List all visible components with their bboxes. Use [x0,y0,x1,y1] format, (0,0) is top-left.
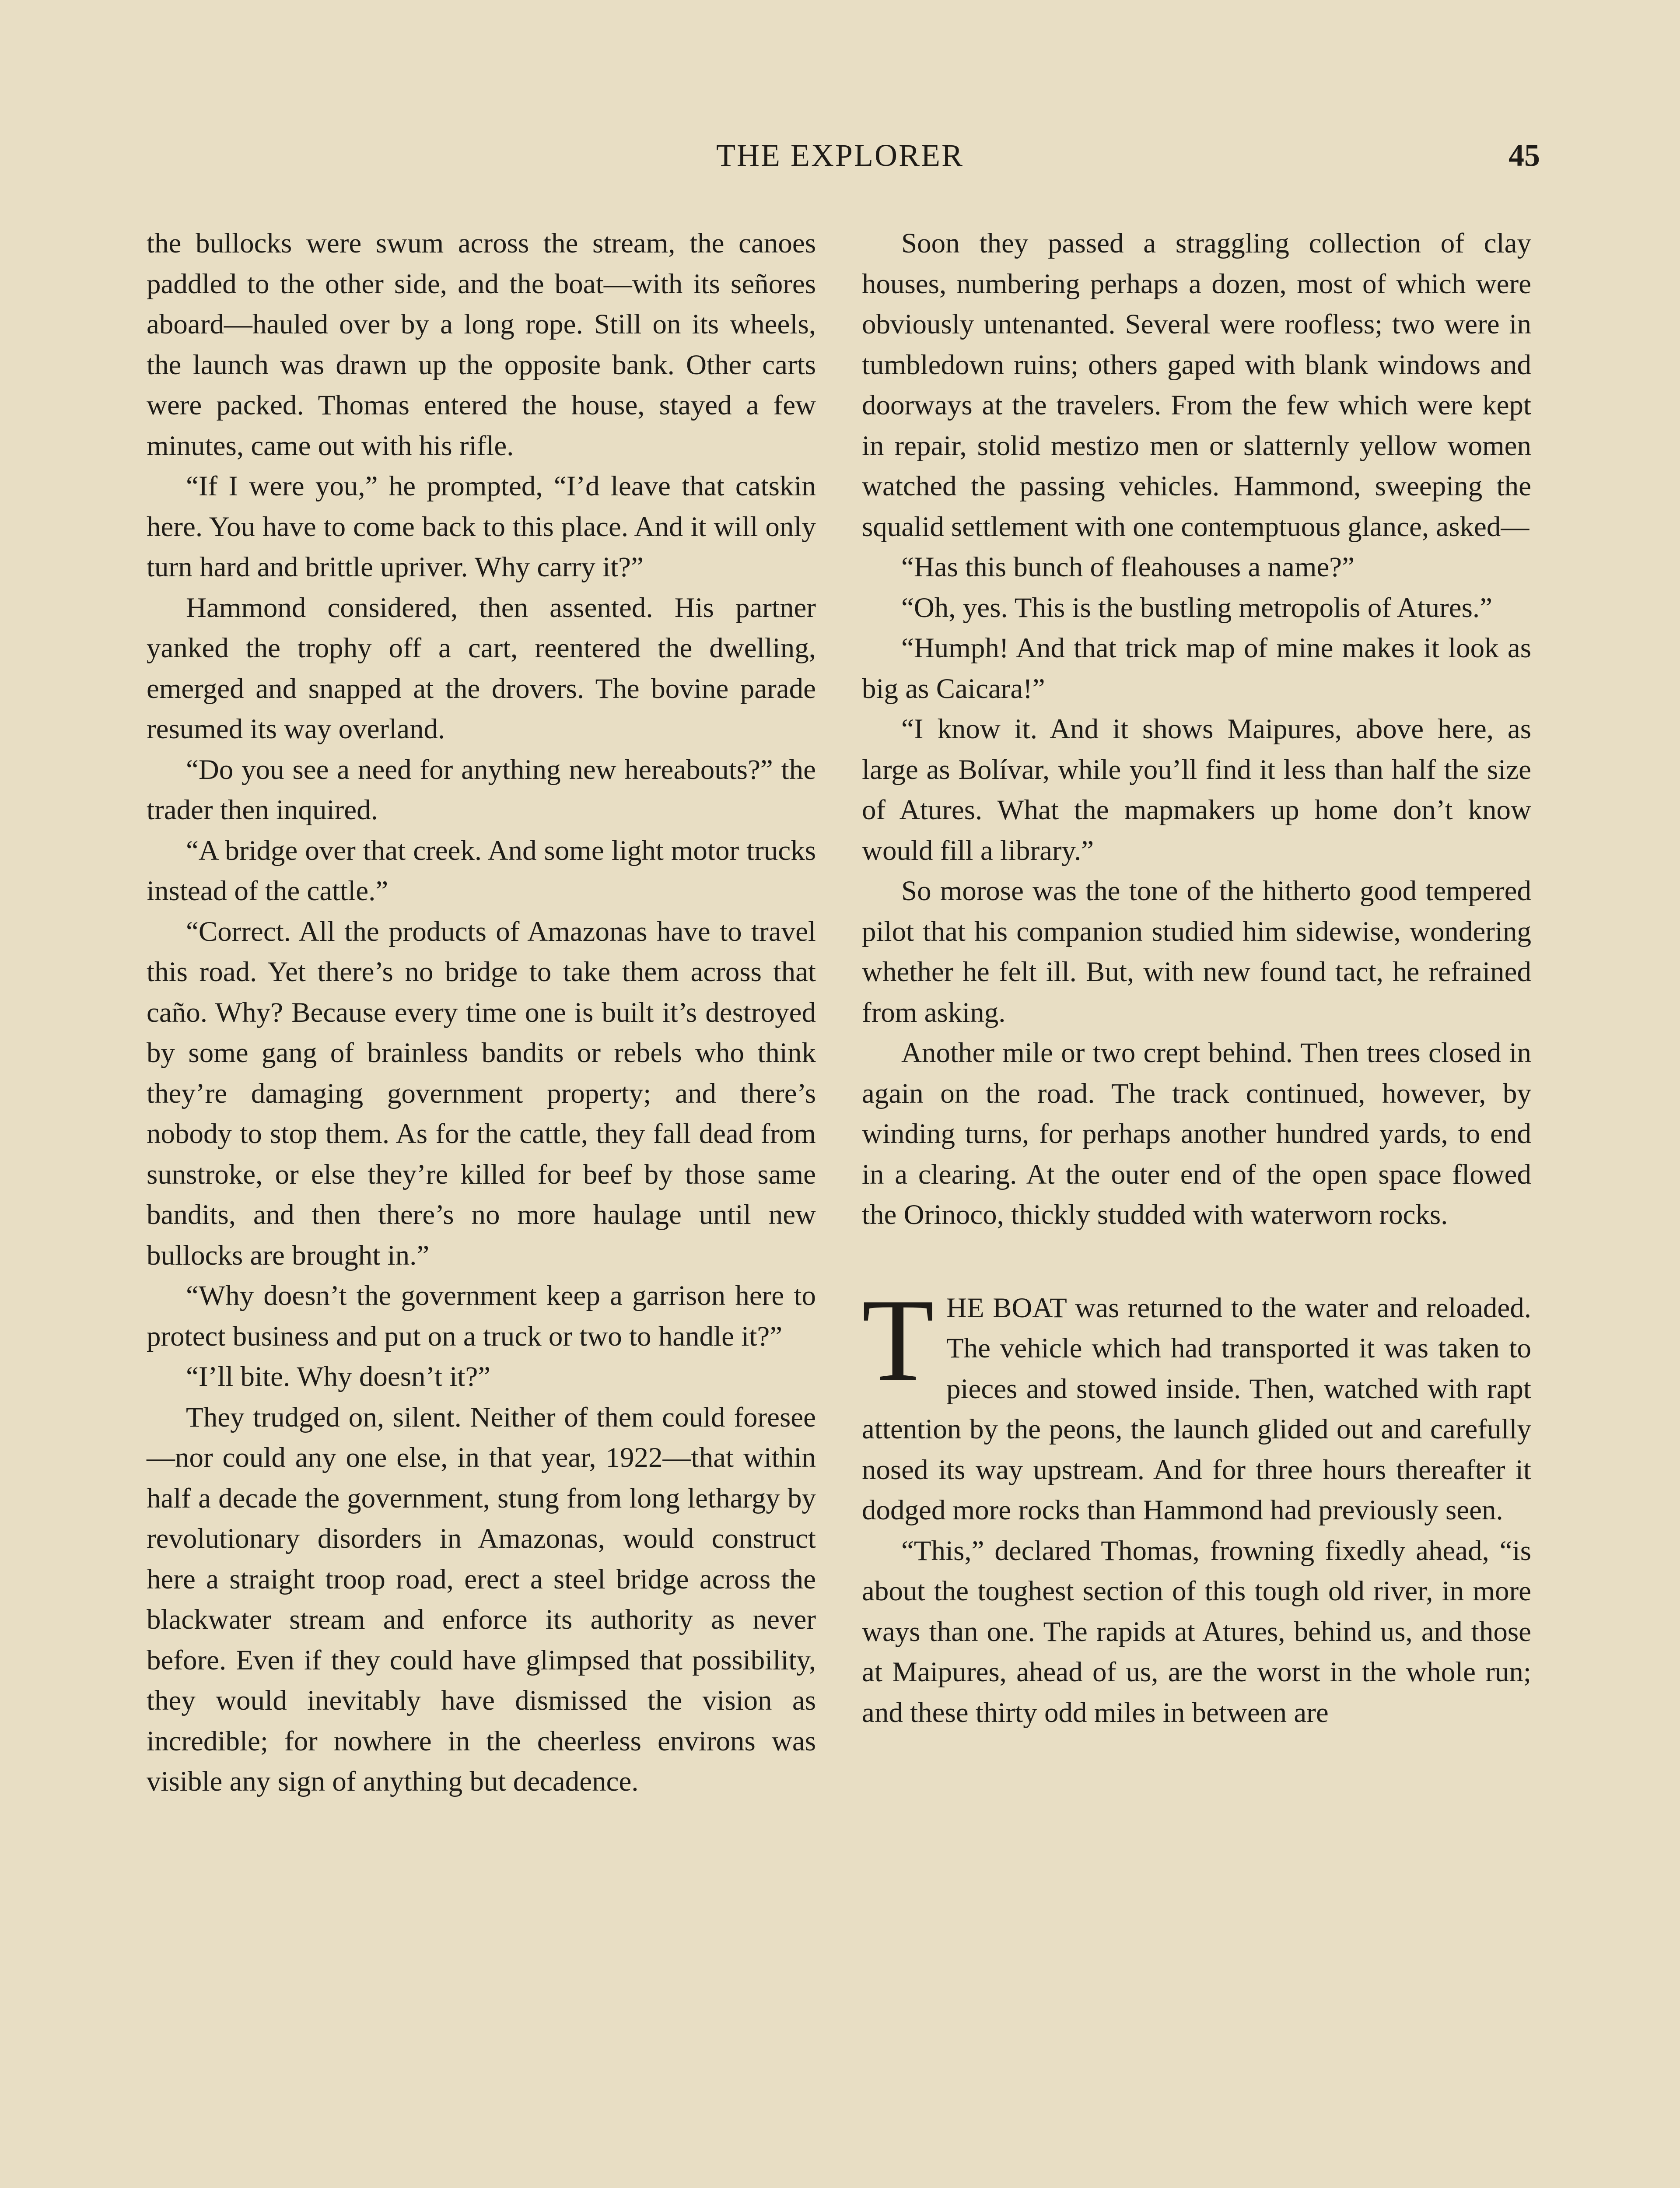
paragraph: Another mile or two crept behind. Then trees closed in again on the road. The track continued, however, by winding turns, for perhaps another hundred yards, to end in a clearing. At the outer end of the open space flowed the Orinoco, thickly studded with waterworn rocks. [862,1037,1531,1231]
section-start-caps: HE BOAT [946,1292,1067,1324]
paragraph: Hammond considered, then assented. His partner yanked the trophy off a cart, reentered the dwelling, emerged and snapped at the drovers. The bovine parade resumed its way overland. [147,592,816,745]
paragraph: “Has this bunch of fleahouses a name?” [901,551,1355,583]
paragraph: “A bridge over that creek. And some light motor trucks instead of the cattle.” [147,835,816,907]
right-column [862,223,1531,1733]
drop-cap: T [862,1274,934,1406]
running-header [0,131,1680,179]
paragraph: “I know it. And it shows Maipures, above here, as large as Bolívar, while you’ll find it less than half the size of Atures. What the mapmakers up home don’t know would fill a library.” [862,713,1531,866]
page-number: 45 [1508,138,1540,173]
running-title: THE EXPLORER [716,138,964,173]
section-paragraph-text: was returned to the water and reloaded. The vehicle which had transported it was taken to pieces and stowed inside. Then, watched with rapt attention by the peons, the launch glided out and carefully nosed its way upstream. And for three hours thereafter it dodged more rocks than Hammond had previously seen. [862,1292,1531,1526]
paragraph: “Do you see a need for anything new hereabouts?” the trader then inquired. [147,754,816,826]
paragraph: “If I were you,” he prompted, “I’d leave that catskin here. You have to come back to this place. And it will only turn hard and brittle upriver. Why carry it?” [147,470,816,583]
left-column [147,223,816,1802]
paragraph: Soon they passed a straggling collection of clay houses, numbering perhaps a dozen, most of which were obviously untenanted. Several were roofless; two were in tumbledown ruins; others gaped with blank windows and doorways at the travelers. From the few which were kept in repair, stolid mestizo men or slatternly yellow women watched the passing vehicles. Hammond, sweeping the squalid settlement with one contemptuous glance, asked— [862,228,1531,543]
paragraph: “Humph! And that trick map of mine makes it look as big as Caicara!” [862,632,1531,705]
paragraph: “This,” declared Thomas, frowning fixedly ahead, “is about the toughest section of this tough old river, in more ways than one. The rapids at Atures, behind us, and those at Maipures, ahead of us, are the worst in the whole run; and these thirty odd miles in between are [862,1535,1531,1729]
section-opening-paragraph [862,1274,1531,1531]
paragraph: “Why doesn’t the government keep a garrison here to protect business and put on a truck or two to handle it?” [147,1280,816,1352]
paragraph: “Oh, yes. This is the bustling metropolis of Atures.” [901,592,1493,624]
paragraph: “I’ll bite. Why doesn’t it?” [186,1361,491,1392]
paragraph: “Correct. All the products of Amazonas have to travel this road. Yet there’s no bridge to take them across that caño. Why? Because every time one is built it’s destroyed by some gang of brainless bandits or rebels who think they’re damaging government property; and there’s nobody to stop them. As for the cattle, they fall dead from sunstroke, or else they’re killed for beef by those same bandits, and then there’s no more haulage until new bullocks are brought in.” [147,915,816,1271]
paragraph: They trudged on, silent. Neither of them could foresee—nor could any one else, in that year, 1922—that within half a decade the government, stung from long lethargy by revolutionary disorders in Amazonas, would construct here a straight troop road, erect a steel bridge across the blackwater stream and enforce its authority as never before. Even if they could have glimpsed that possibility, they would inevitably have dismissed the vision as incredible; for nowhere in the cheerless environs was visible any sign of anything but decadence. [147,1401,816,1797]
paragraph: So morose was the tone of the hitherto good tempered pilot that his companion studied him sidewise, wondering whether he felt ill. But, with new found tact, he refrained from asking. [862,875,1531,1028]
paragraph: the bullocks were swum across the stream, the canoes paddled to the other side, and the boat—with its señores aboard—hauled over by a long rope. Still on its wheels, the launch was drawn up the opposite bank. Other carts were packed. Thomas entered the house, stayed a few minutes, came out with his rifle. [147,228,816,462]
